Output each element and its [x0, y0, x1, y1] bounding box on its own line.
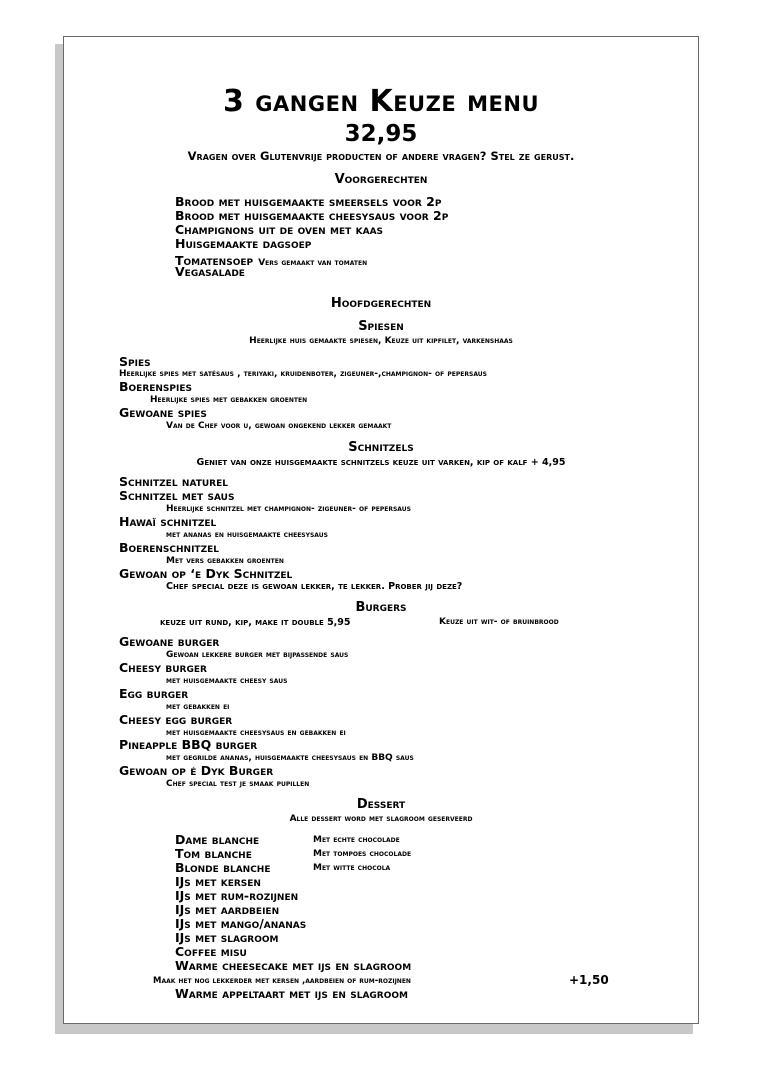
list-item: Egg burger [119, 686, 189, 701]
menu-subtitle: Vragen over Glutenvrije producten of andere vragen? Stel ze gerust. [187, 149, 575, 163]
list-item: Spies [119, 354, 151, 369]
item-extra: Met witte chocola [313, 863, 391, 873]
item-description: met huisgemaakte cheesysaus en gebakken ei [166, 728, 346, 738]
item-extra: Met echte chocolade [313, 835, 400, 845]
list-item: Schnitzel met saus [119, 488, 235, 503]
list-item: Schnitzel naturel [119, 474, 228, 489]
list-item: IJs met mango/ananas [175, 916, 307, 931]
item-name: Tomatensoep [175, 253, 254, 268]
list-item: Blonde blanche [175, 860, 271, 875]
section-heading-dessert: Dessert [356, 797, 406, 812]
list-item: Gewoan op ‘e Dyk Schnitzel [119, 566, 293, 581]
item-description: Met vers gebakken groenten [166, 556, 284, 566]
list-item: Hawaï schnitzel [119, 514, 217, 529]
list-item: Tom blanche [175, 846, 252, 861]
list-item: IJs met slagroom [175, 930, 279, 945]
subsection-intro-left: keuze uit rund, kip, make it double 5,95 [160, 617, 351, 628]
menu-price: 32,95 [344, 121, 418, 147]
item-description: Gewoan lekkere burger met bijpassende saus [166, 650, 349, 660]
list-item: Vegasalade [175, 264, 245, 279]
list-item: Warme appeltaart met ijs en slagroom [175, 986, 408, 1001]
item-description: Heerlijke schnitzel met champignon- zigeuner- of pepersaus [166, 504, 411, 514]
list-item: Dame blanche [175, 832, 260, 847]
section-heading-voorgerechten: Voorgerechten [334, 172, 428, 187]
list-item: Boerenschnitzel [119, 540, 219, 555]
item-extra: Vers gemaakt van tomaten [258, 258, 368, 268]
list-item: Champignons uit de oven met kaas [175, 222, 384, 237]
item-description: Chef special test je smaak pupillen [166, 779, 310, 789]
item-description: met ananas en huisgemaakte cheesysaus [166, 530, 328, 540]
menu-title: 3 gangen Keuze menu [222, 84, 539, 119]
list-item: Gewoan op é Dyk Burger [119, 763, 274, 778]
list-item: Pineapple BBQ burger [119, 737, 258, 752]
list-item: Gewoane spies [119, 405, 207, 420]
item-extra: Met tompoes chocolade [313, 849, 412, 859]
subsection-intro: Geniet van onze huisgemaakte schnitzels keuze uit varken, kip of kalf + 4,95 [196, 457, 566, 468]
section-intro: Alle dessert word met slagroom geserveerd [289, 814, 473, 824]
item-description: met huisgemaakte cheesy saus [166, 676, 288, 686]
list-item: Brood met huisgemaakte cheesysaus voor 2p [175, 208, 449, 223]
list-item: Huisgemaakte dagsoep [175, 236, 312, 251]
list-item: Coffee misu [175, 944, 247, 959]
list-item: Cheesy burger [119, 660, 207, 675]
item-description: Heerlijke spies met gebakken groenten [150, 395, 308, 405]
item-description: met gegrilde ananas, huisgemaakte cheesysaus en BBQ saus [166, 753, 414, 763]
section-heading-hoofdgerechten: Hoofdgerechten [330, 296, 432, 311]
item-description: Van de Chef voor u, gewoan ongekend lekker gemaakt [166, 421, 392, 431]
list-item: Gewoane burger [119, 634, 220, 649]
subsection-intro: Heerlijke huis gemaakte spiesen, Keuze uit kipfilet, varkenshaas [249, 336, 513, 346]
subsection-heading-spiesen: Spiesen [358, 319, 404, 334]
subsection-heading-burgers: Burgers [355, 600, 407, 615]
dessert-note: Maak het nog lekkerder met kersen ,aardbeien of rum-rozijnen [153, 976, 411, 986]
list-item: Brood met huisgemaakte smeersels voor 2p [175, 194, 442, 209]
list-item: Boerenspies [119, 379, 192, 394]
dessert-note-price: +1,50 [569, 973, 609, 987]
subsection-intro-right: Keuze uit wit- of bruinbrood [439, 617, 559, 627]
item-description: met gebakken ei [166, 702, 230, 712]
list-item: Cheesy egg burger [119, 712, 233, 727]
list-item: IJs met kersen [175, 874, 261, 889]
item-description: Chef special deze is gewoan lekker, te lekker. Prober jij deze? [166, 581, 463, 592]
menu-page [63, 36, 699, 1024]
item-description: Heerlijke spies met satésaus , teriyaki, kruidenboter, zigeuner-,champignon- of pepersaus [119, 369, 487, 379]
subsection-heading-schnitzels: Schnitzels [348, 440, 414, 455]
list-item: IJs met aardbeien [175, 902, 280, 917]
list-item: IJs met rum-rozijnen [175, 888, 299, 903]
list-item: Warme cheesecake met ijs en slagroom [175, 958, 412, 973]
